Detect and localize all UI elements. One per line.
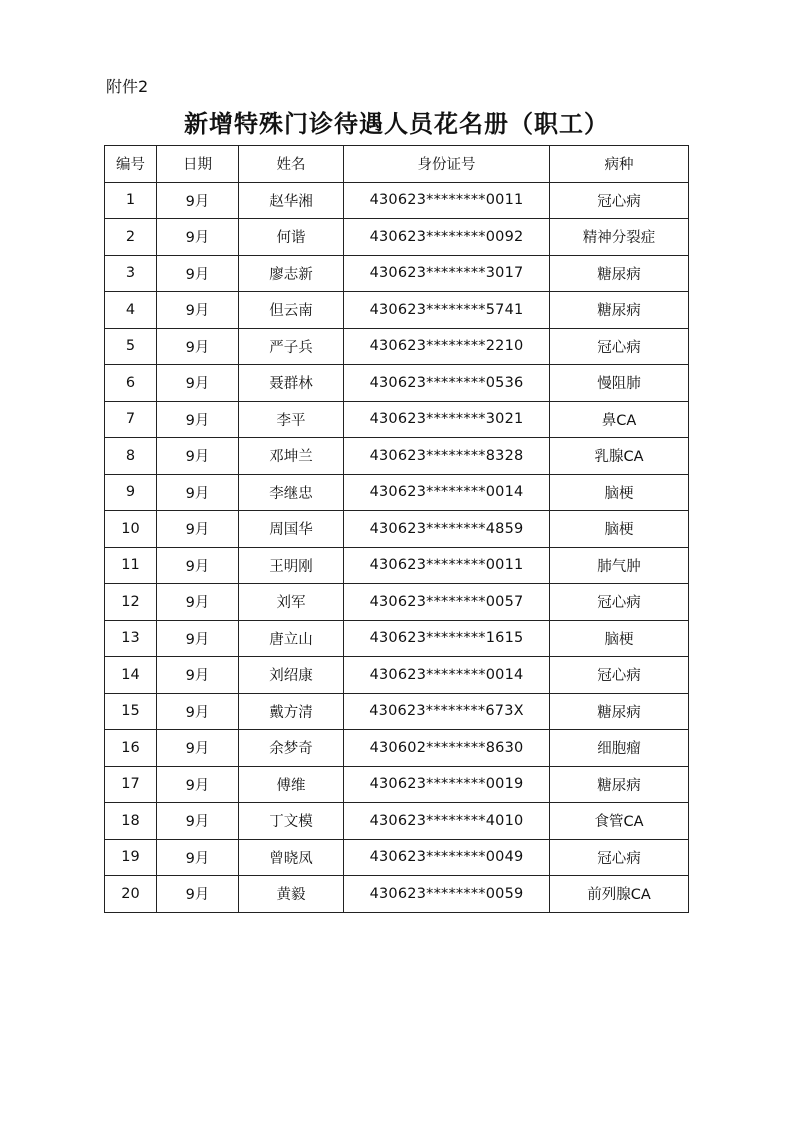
cell-disease: 糖尿病: [550, 255, 689, 292]
cell-name: 黄毅: [239, 876, 344, 913]
cell-date: 9月: [157, 219, 239, 256]
cell-name: 丁文模: [239, 803, 344, 840]
cell-id-number: 430623********4010: [344, 803, 550, 840]
cell-number: 11: [105, 547, 157, 584]
cell-date: 9月: [157, 365, 239, 402]
cell-number: 15: [105, 693, 157, 730]
table-row: [105, 474, 689, 511]
header-date: 日期: [157, 146, 239, 183]
cell-disease: 脑梗: [550, 620, 689, 657]
cell-date: 9月: [157, 438, 239, 475]
cell-name: 余梦奇: [239, 730, 344, 767]
cell-name: 王明刚: [239, 547, 344, 584]
cell-id-number: 430623********5741: [344, 292, 550, 329]
cell-date: 9月: [157, 730, 239, 767]
cell-name: 赵华湘: [239, 182, 344, 219]
cell-id-number: 430623********0011: [344, 547, 550, 584]
cell-id-number: 430623********0014: [344, 474, 550, 511]
cell-date: 9月: [157, 766, 239, 803]
cell-date: 9月: [157, 474, 239, 511]
roster-table: [104, 145, 689, 913]
cell-id-number: 430623********3017: [344, 255, 550, 292]
cell-disease: 糖尿病: [550, 766, 689, 803]
cell-number: 3: [105, 255, 157, 292]
cell-id-number: 430623********0014: [344, 657, 550, 694]
cell-name: 刘绍康: [239, 657, 344, 694]
table-row: [105, 620, 689, 657]
cell-number: 19: [105, 839, 157, 876]
table-row: [105, 803, 689, 840]
cell-id-number: 430623********8328: [344, 438, 550, 475]
attachment-label: 附件2: [106, 77, 149, 96]
cell-id-number: 430602********8630: [344, 730, 550, 767]
table-row: [105, 876, 689, 913]
cell-date: 9月: [157, 693, 239, 730]
table-row: [105, 839, 689, 876]
cell-disease: 冠心病: [550, 839, 689, 876]
cell-number: 17: [105, 766, 157, 803]
table-row: [105, 292, 689, 329]
cell-date: 9月: [157, 876, 239, 913]
table-row: [105, 365, 689, 402]
cell-date: 9月: [157, 803, 239, 840]
cell-disease: 肺气肿: [550, 547, 689, 584]
cell-id-number: 430623********0536: [344, 365, 550, 402]
cell-disease: 慢阻肺: [550, 365, 689, 402]
cell-disease: 糖尿病: [550, 292, 689, 329]
cell-name: 聂群林: [239, 365, 344, 402]
table-row: [105, 693, 689, 730]
table-row: [105, 584, 689, 621]
table-row: [105, 547, 689, 584]
cell-id-number: 430623********3021: [344, 401, 550, 438]
cell-disease: 冠心病: [550, 657, 689, 694]
cell-number: 2: [105, 219, 157, 256]
cell-date: 9月: [157, 657, 239, 694]
cell-disease: 冠心病: [550, 182, 689, 219]
cell-disease: 冠心病: [550, 584, 689, 621]
cell-name: 傅维: [239, 766, 344, 803]
cell-id-number: 430623********2210: [344, 328, 550, 365]
header-number: 编号: [105, 146, 157, 183]
cell-date: 9月: [157, 584, 239, 621]
cell-number: 12: [105, 584, 157, 621]
cell-id-number: 430623********673X: [344, 693, 550, 730]
cell-date: 9月: [157, 182, 239, 219]
header-disease: 病种: [550, 146, 689, 183]
cell-number: 18: [105, 803, 157, 840]
header-id-number: 身份证号: [344, 146, 550, 183]
cell-number: 4: [105, 292, 157, 329]
cell-number: 16: [105, 730, 157, 767]
cell-disease: 鼻CA: [550, 401, 689, 438]
cell-disease: 细胞瘤: [550, 730, 689, 767]
cell-date: 9月: [157, 401, 239, 438]
cell-number: 8: [105, 438, 157, 475]
cell-number: 7: [105, 401, 157, 438]
cell-disease: 乳腺CA: [550, 438, 689, 475]
cell-id-number: 430623********1615: [344, 620, 550, 657]
cell-name: 周国华: [239, 511, 344, 548]
page-title: 新增特殊门诊待遇人员花名册（职工）: [184, 109, 609, 138]
cell-date: 9月: [157, 839, 239, 876]
cell-name: 刘军: [239, 584, 344, 621]
cell-name: 何谐: [239, 219, 344, 256]
header-name: 姓名: [239, 146, 344, 183]
cell-id-number: 430623********0049: [344, 839, 550, 876]
cell-id-number: 430623********0059: [344, 876, 550, 913]
table-row: [105, 438, 689, 475]
cell-disease: 前列腺CA: [550, 876, 689, 913]
cell-number: 10: [105, 511, 157, 548]
cell-number: 1: [105, 182, 157, 219]
cell-disease: 脑梗: [550, 474, 689, 511]
cell-disease: 糖尿病: [550, 693, 689, 730]
cell-number: 14: [105, 657, 157, 694]
cell-id-number: 430623********4859: [344, 511, 550, 548]
cell-id-number: 430623********0011: [344, 182, 550, 219]
cell-date: 9月: [157, 292, 239, 329]
table-row: [105, 766, 689, 803]
cell-name: 李平: [239, 401, 344, 438]
cell-id-number: 430623********0057: [344, 584, 550, 621]
table-row: [105, 657, 689, 694]
cell-id-number: 430623********0019: [344, 766, 550, 803]
table-row: [105, 182, 689, 219]
cell-date: 9月: [157, 328, 239, 365]
cell-name: 戴方清: [239, 693, 344, 730]
table-row: [105, 730, 689, 767]
table-row: [105, 401, 689, 438]
cell-name: 唐立山: [239, 620, 344, 657]
cell-number: 9: [105, 474, 157, 511]
cell-name: 曾晓凤: [239, 839, 344, 876]
cell-id-number: 430623********0092: [344, 219, 550, 256]
cell-name: 但云南: [239, 292, 344, 329]
cell-disease: 食管CA: [550, 803, 689, 840]
cell-date: 9月: [157, 620, 239, 657]
cell-name: 李继忠: [239, 474, 344, 511]
cell-disease: 脑梗: [550, 511, 689, 548]
cell-number: 6: [105, 365, 157, 402]
cell-name: 严子兵: [239, 328, 344, 365]
cell-number: 13: [105, 620, 157, 657]
cell-number: 20: [105, 876, 157, 913]
header-row: [105, 146, 689, 183]
table-row: [105, 511, 689, 548]
cell-number: 5: [105, 328, 157, 365]
cell-date: 9月: [157, 547, 239, 584]
table-row: [105, 328, 689, 365]
cell-name: 邓坤兰: [239, 438, 344, 475]
table-row: [105, 255, 689, 292]
cell-date: 9月: [157, 255, 239, 292]
cell-disease: 冠心病: [550, 328, 689, 365]
cell-date: 9月: [157, 511, 239, 548]
cell-disease: 精神分裂症: [550, 219, 689, 256]
cell-name: 廖志新: [239, 255, 344, 292]
table-row: [105, 219, 689, 256]
